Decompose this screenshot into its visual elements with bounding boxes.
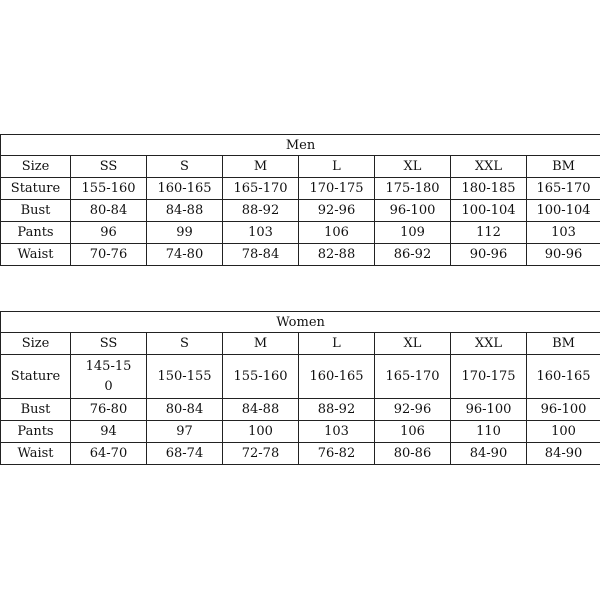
table-cell: 103 — [223, 222, 299, 244]
men-table-title: Men — [1, 135, 600, 156]
header-cell: XL — [375, 156, 451, 178]
header-cell: SS — [71, 156, 147, 178]
table-cell: 94 — [71, 421, 147, 443]
table-cell: 155-160 — [71, 178, 147, 200]
header-cell: BM — [527, 156, 600, 178]
table-cell: 106 — [299, 222, 375, 244]
table-cell: 155-160 — [223, 355, 299, 399]
row-label: Waist — [1, 443, 71, 465]
table-cell: 92-96 — [299, 200, 375, 222]
table-cell: 96-100 — [451, 399, 527, 421]
table-row — [1, 421, 600, 443]
table-cell: 170-175 — [451, 355, 527, 399]
table-cell: 112 — [451, 222, 527, 244]
header-cell: BM — [527, 333, 600, 355]
table-cell: 97 — [147, 421, 223, 443]
header-cell: XXL — [451, 333, 527, 355]
table-cell: 160-165 — [147, 178, 223, 200]
table-row — [1, 178, 600, 200]
table-cell: 165-170 — [375, 355, 451, 399]
table-cell: 90-96 — [527, 244, 600, 266]
header-cell: S — [147, 333, 223, 355]
row-label: Bust — [1, 200, 71, 222]
table-cell: 92-96 — [375, 399, 451, 421]
wrapped-value: 145-150 — [85, 358, 132, 394]
row-label: Stature — [1, 178, 71, 200]
table-row — [1, 399, 600, 421]
table-cell — [71, 355, 147, 399]
women-size-table — [0, 311, 600, 465]
table-cell: 74-80 — [147, 244, 223, 266]
table-row — [1, 443, 600, 465]
table-cell: 72-78 — [223, 443, 299, 465]
header-cell: L — [299, 156, 375, 178]
table-cell: 100 — [223, 421, 299, 443]
row-label: Bust — [1, 399, 71, 421]
table-cell: 99 — [147, 222, 223, 244]
table-cell: 165-170 — [223, 178, 299, 200]
header-cell: L — [299, 333, 375, 355]
table-cell: 96 — [71, 222, 147, 244]
table-cell: 160-165 — [527, 355, 600, 399]
men-size-table — [0, 134, 600, 266]
row-label: Pants — [1, 421, 71, 443]
table-cell: 160-165 — [299, 355, 375, 399]
table-cell: 78-84 — [223, 244, 299, 266]
table-cell: 100 — [527, 421, 600, 443]
table-cell: 88-92 — [299, 399, 375, 421]
table-cell: 96-100 — [527, 399, 600, 421]
row-label: Pants — [1, 222, 71, 244]
table-cell: 80-84 — [71, 200, 147, 222]
table-cell: 96-100 — [375, 200, 451, 222]
table-cell: 82-88 — [299, 244, 375, 266]
table-row — [1, 222, 600, 244]
table-cell: 103 — [299, 421, 375, 443]
table-cell: 165-170 — [527, 178, 600, 200]
table-cell: 68-74 — [147, 443, 223, 465]
table-cell: 110 — [451, 421, 527, 443]
header-cell: Size — [1, 156, 71, 178]
header-cell: XL — [375, 333, 451, 355]
table-cell: 175-180 — [375, 178, 451, 200]
table-cell: 76-82 — [299, 443, 375, 465]
table-cell: 180-185 — [451, 178, 527, 200]
table-cell: 84-88 — [223, 399, 299, 421]
table-cell: 88-92 — [223, 200, 299, 222]
table-row — [1, 244, 600, 266]
women-header-row — [1, 333, 600, 355]
table-row — [1, 355, 600, 399]
table-cell: 106 — [375, 421, 451, 443]
table-cell: 86-92 — [375, 244, 451, 266]
row-label: Stature — [1, 355, 71, 399]
table-cell: 90-96 — [451, 244, 527, 266]
table-cell: 80-86 — [375, 443, 451, 465]
men-header-row — [1, 156, 600, 178]
header-cell: M — [223, 156, 299, 178]
table-cell: 100-104 — [451, 200, 527, 222]
table-cell: 64-70 — [71, 443, 147, 465]
table-cell: 100-104 — [527, 200, 600, 222]
table-cell: 170-175 — [299, 178, 375, 200]
header-cell: M — [223, 333, 299, 355]
table-cell: 70-76 — [71, 244, 147, 266]
table-cell: 150-155 — [147, 355, 223, 399]
header-cell: Size — [1, 333, 71, 355]
table-cell: 84-90 — [451, 443, 527, 465]
table-row — [1, 200, 600, 222]
table-cell: 103 — [527, 222, 600, 244]
table-cell: 84-90 — [527, 443, 600, 465]
header-cell: S — [147, 156, 223, 178]
row-label: Waist — [1, 244, 71, 266]
header-cell: XXL — [451, 156, 527, 178]
header-cell: SS — [71, 333, 147, 355]
table-cell: 80-84 — [147, 399, 223, 421]
women-table-title: Women — [1, 312, 600, 333]
table-cell: 109 — [375, 222, 451, 244]
table-cell: 76-80 — [71, 399, 147, 421]
table-cell: 84-88 — [147, 200, 223, 222]
